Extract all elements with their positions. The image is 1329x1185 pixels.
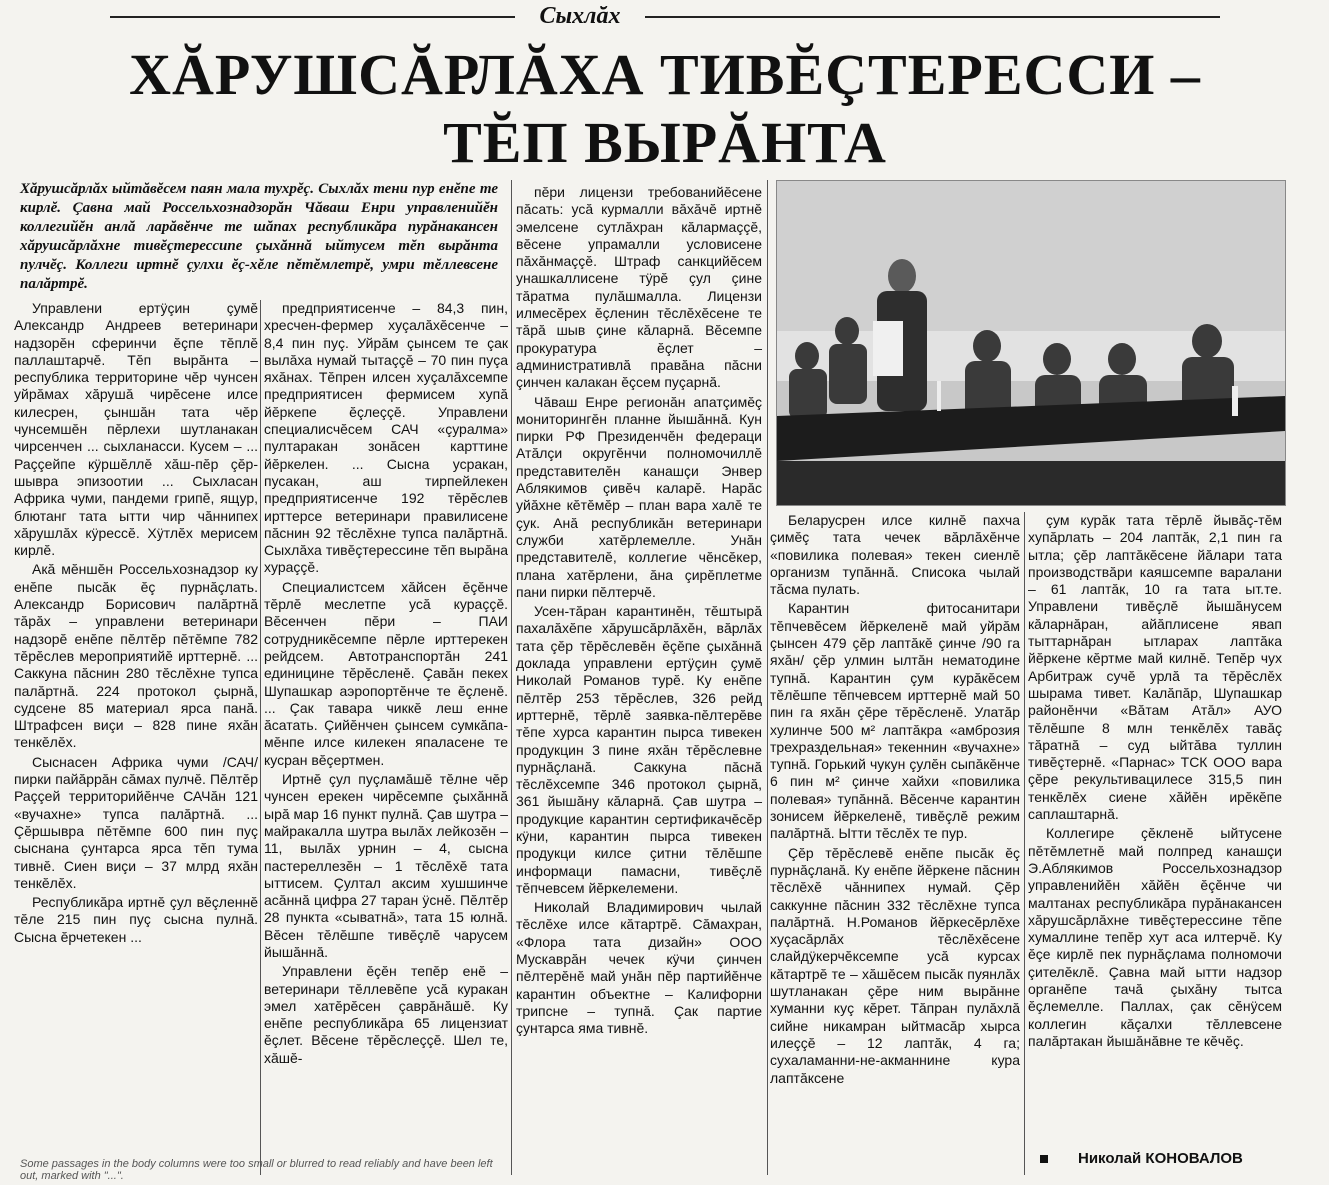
meeting-photo-image — [777, 181, 1285, 505]
paragraph: Çĕр тĕрĕслевĕ енĕпе пысăк ĕç пурнăçланă. Ку енĕпе йĕркене пăснин тĕслĕхĕ чăннипех нумай. Çĕр саккунне пăснин 332 тĕслĕхне тупса палăртнă. Н.Романов йĕркесĕрлĕхе хуçасăрлăх тĕслĕхĕсене слайдÿкерчĕксемпе усă курсах кăтартрĕ те – хăшĕсем пысăк пуянлăх шутланакан çĕре ним вырăнне хуманни куç кĕрет. Тăпран пулăхлă сийне никамран ыйтмасăр хырса илеççĕ – 12 лаптăк, 4 га; сухаламанни-не-акманнине кура лаптăксене — [770, 844, 1020, 1086]
article-column-3 — [516, 184, 762, 1040]
rubric-rule — [110, 16, 1220, 18]
byline-first-name: Николай — [1078, 1150, 1142, 1167]
paragraph: Карантин фитосанитари тĕпчевĕсем йĕркеленĕ май уйрăм çынсен 479 çĕр лаптăкĕ çинче /90 га яхăн/ çĕр улмин ылтăн нематодине тупнă. Карантин çум курăкĕсем тĕлĕшпе тĕпчевсем ирттернĕ май 50 пин га яхăн çĕре тĕрĕсленĕ. Улатăр хулинче 500 м² лаптăкра «амброзия трехраздельная» текеннин «вучахне» тупнă. Горький чукун çулĕн сыпăкĕнче 6 пин м² çинче хайхи «повилика полевая» тупăннă. Вĕсенче карантин зонисем йĕркеленĕ, тивĕçлĕ режим палăртнă. Ытти тĕслĕх те пур. — [770, 600, 1020, 842]
rubric-bar — [0, 0, 1329, 34]
byline-square-icon — [1040, 1155, 1048, 1163]
paragraph: Специалистсем хăйсен ĕçĕнче тĕрлĕ меслетпе усă кураççĕ. Вĕсенчен пĕри – ПАИ сотрудникĕсемпе пĕрле ирттерекен рейдсем. Автотранспортăн 241 единицине тĕрĕсленĕ. Çавăн пекех Шупашкар аэропортĕнче те ĕçленĕ. ... Çак тавара чиккĕ леш енне ăсатать. Çийĕнчен çынсем сумкăпа-мĕнпе илсе килекен япаласене те кусран вĕçертмен. — [264, 578, 508, 768]
column-divider — [767, 180, 768, 1175]
paragraph: Беларусрен илсе килнĕ пахча çимĕç тата чечек вăрлăхĕнче «повилика полевая» текен сиенлĕ организм тупăннă. Списока чылай тăсма пулать. — [770, 512, 1020, 598]
paragraph: Акă мĕншĕн Россельхознадзор ку енĕпе пысăк ĕç пурнăçлать. Александр Борисович палăртнă тăрăх – управлени ветеринари надзорĕ енĕпе пĕлтĕр пĕтĕмпе 782 тĕрĕслев мероприятийĕ ирттернĕ. ... Саккуна пăснин 280 тĕслĕхне тупса палăртнă. 224 протокол çырнă, судсене 85 материал ярса панă. Штрафсен виçи – 828 пине яхăн тенкĕлĕх. — [14, 561, 258, 751]
paragraph: Иртнĕ çул пуçламăшĕ тĕлне чĕр чунсен ерекен чирĕсемпе çыхăннă ырă мар 16 пункт пулнă. Çав шутра – майракалла шутра вылăх лейкозĕн – 11, вылăх урнин – 4, сысна пастереллезĕн – 1 тĕслĕхĕ тата ыттисем. Çултал аксим хушшинче асăннă цифра 27 таран ÿснĕ. Пĕлтĕр 28 пункта «сыватнă», тата 15 юлнă. Вĕсен тĕлĕшпе тивĕçлĕ чарусем йышăннă. — [264, 771, 508, 960]
paragraph: Сыснасен Африка чуми /САЧ/ пирки пайăррăн сăмах пулчĕ. Пĕлтĕр Раççей территорийĕнче САЧăн 121 «вучахне» тупса палăртнă. ... Çĕршывра пĕтĕмпе 600 пин пуç сыснана çунтарса ярса тĕп тума тивнĕ. Сиен виçи – 37 млрд яхăн тенкĕлĕх. — [14, 753, 258, 891]
paragraph: Управлени ĕçĕн тепĕр енĕ – ветеринари тĕллевĕпе усă куракан эмел хатĕрĕсен çаврăнăшĕ. Ку енĕпе республикăра 65 лицензиат ĕçлет. Вĕсене тĕрĕслеççĕ. Шел те, хăшĕ- — [264, 963, 508, 1066]
transcription-note: Some passages in the body columns were too small or blurred to read reliably and have been left out, marked with "...". — [20, 1158, 493, 1182]
paragraph: Усен-тăран карантинĕн, тĕштырă пахалăхĕпе хăрушсăрлăхĕн, вăрлăх тата çĕр тĕрĕслевĕн ĕçĕпе çыхăннă докладa управлени ертÿçин çумĕ Николай Романов турĕ. Ку енĕпе пĕлтĕр 253 тĕрĕслев, 326 рейд ирттернĕ, тĕрлĕ заявка-пĕлтерĕве тĕпе хурса карантин пырса тивекен продукцин 3 пине яхăн тĕрĕслевне пурнăçланă. Саккуна пăснă тĕслĕхсемпе 346 протокол çырнă, 361 йышăну кăларнă. Çав шутра – продукцие карантин сертификачĕсĕр кÿни, карантин пырса тивекен продукци килсе çитни тĕлĕшпе информаци памасни, тивĕçлĕ тĕпчевсем йĕркелемени. — [516, 603, 762, 896]
paragraph: предприятисенче – 84,3 пин, хресчен-фермер хуçалăхĕсенче – 8,4 пин пуç. Уйрăм çынсем те çак вылăха нумай тытаççĕ – 70 пин пуçа яхăнах. Тĕпрен илсен хуçалăхсемпе предприятисен фермисем хупă йĕркепе ĕçлеççĕ. Управлени специалисчĕсем САЧ «çуралма» пултаракан зонăсен карттине йĕркелен. ... Сысна усракан, пусакан, аш тирпейлекен предприятисенче 192 тĕрĕслев ирттерсе ветеринари правилисене пăснин 92 тĕслĕхне тупса палăртнă. Сыхлăха тивĕçтерессине тĕп вырăна хураççĕ. — [264, 300, 508, 576]
paragraph: пĕри лицензи требованийĕсене пăсать: усă курмалли вăхăчĕ иртнĕ эмелсене сутлăхран кăлармаççĕ, вĕсене упрамалли условисене пăхăнмаççĕ. Штраф санкцийĕсем унашкаллисене тÿрĕ çул çине тăратма пулăшмалла. Лицензи илмесĕрех ĕçленин тĕслĕхĕсене те тăрă шыв çине кăларнă. Вĕсемпе прокуратура ĕçлет – административлă правăна пăсни çинчен калакан ĕçсем пуçарнă. — [516, 184, 762, 391]
paragraph: Николай Владимирович чылай тĕслĕхе илсе кăтартрĕ. Сăмахран, «Флора тата дизайн» ООО Мускаврăн чечек кÿчи çинчен пĕлтерĕнĕ май унăн пĕр партийĕнче карантин объектне – Калифорни трипсне – тупнă. Çак партие çунтарса яма тивнĕ. — [516, 899, 762, 1037]
meeting-photo — [776, 180, 1286, 506]
byline-last-name: КОНОВАЛОВ — [1145, 1150, 1243, 1167]
paragraph: çум курăк тата тĕрлĕ йывăç-тĕм хупăрлать – 204 лаптăк, 2,1 пин га ытла; çĕр лаптăкĕсене йăлари тата производствăри каяшсемпе варалани – 61 лаптăк, 10 га тата ыт.те. Управлени тивĕçлĕ йышăнусем кăларнăран, айăплисене явап тыттарнăран ытларах лаптăка йĕркене кĕртме май килнĕ. Тепĕр чух Арбитраж сучĕ урлă та тĕрĕслĕх шырама тивет. Калăпăр, Шупашкар районĕнчи «Вăтам Атăл» АУО тĕлĕшпе 8 млн тенкĕлĕх тавăç тăратнă – суд ыйтăва туллин тивĕçтернĕ. «Парнас» ТСК ООО вара çĕре рекультивацилесе 315,5 пин тенкĕлĕх сиене хăйĕн ирĕкĕпе саплаштарнă. — [1028, 512, 1282, 823]
article-column-5 — [1028, 512, 1282, 1052]
paragraph: Республикăра иртнĕ çул вĕçленнĕ тĕле 215 пин пуç сысна пулнă. Сысна ĕрчетекен ... — [14, 894, 258, 945]
headline-line-1: ХĂРУШСĂРЛĂХА ТИВĔÇТЕРЕССИ – — [129, 42, 1201, 107]
lede-paragraph: Хăрушсăрлăх ыйтăвĕсем паян мала тухрĕç. Сыхлăх тени пур енĕпе те кирлĕ. Çавна май Россельхознадзорăн Чăваш Енри управленийĕн коллегийĕн анлă ларăвĕнче те шăпах республикăра пурăнакансен хăрушсăрлăхне тивĕçтерессипе çыхăннă ыйтусем тĕп вырăнта пулчĕç. Коллеги иртнĕ çулхи ĕç-хĕле пĕтĕмлетрĕ, умри тĕллевсене палăртрĕ. — [20, 181, 498, 292]
article-column-1 — [14, 300, 258, 948]
byline — [1040, 1150, 1280, 1168]
paragraph: Чăваш Енре регионăн апатçимĕç мониторингĕн планне йышăннă. Кун пирки РФ Президенчĕн федераци Атăлçи округĕнчи полномочиллĕ представителĕн канашçи Энвер Аблякимов çивĕч каларĕ. Нарăс уйăхне кĕтĕмĕр – план вара халĕ те çук. Анă республикăн ветеринари служби хатĕрлемелле. Унăн представителĕ, коллегие чĕнсĕкер, плана хатĕрлени, ăна çирĕплетме пани пирки пĕлтерчĕ. — [516, 393, 762, 600]
headline-line-2: ТĔП ВЫРĂНТА — [443, 110, 887, 175]
rubric-label: Сыхлăх — [515, 2, 645, 30]
column-divider — [1024, 512, 1025, 1175]
paragraph: Коллегире çĕкленĕ ыйтусене пĕтĕмлетнĕ май полпред канашçи Э.Аблякимов Россельхознадзор управленийĕн хăйĕн ĕçĕнче чи малтанах республикăра пурăнакансен хăрушсăрлăхне тивĕçтерессине тĕпе хумаллине тепĕр хут аса илтерчĕ. Ку ĕçе кирлĕ пек пурнăçлама полномочи çителĕклĕ. Çавна май ытти надзор органĕпе тачă çыхăну тытса ĕçлемелле. Паллах, çак сĕнÿсем коллегин кăçалхи тĕллевсене палăртакан йышăнăвне те кĕчĕç. — [1028, 825, 1282, 1049]
column-divider — [511, 180, 512, 1175]
article-column-4 — [770, 512, 1020, 1089]
article-column-2 — [264, 300, 508, 1069]
paragraph: Управлени ертÿçин çумĕ Александр Андреев ветеринари надзорĕн сферинчи ĕçпе тĕплĕ паллаштарчĕ. Тĕп вырăнта – республика территорине чĕр чунсен уйрăмах хăрушă чирĕсене илсе килесрен, çыншăн тата чĕр чунсемшĕн пĕрлехи шутланакан чирсенчен ... сыхланасси. Кусем – ... Раççейпе кÿршĕллĕ хăш-пĕр çĕр-шывра эпизоотии ... Сыхласан Африка чуми, пандеми грипĕ, ящур, блютанг тата ытти чир чăннипех хăрушлăх кÿрессĕ. Хÿтлĕх мерисем кирлĕ. — [14, 300, 258, 559]
column-divider — [260, 300, 261, 1175]
